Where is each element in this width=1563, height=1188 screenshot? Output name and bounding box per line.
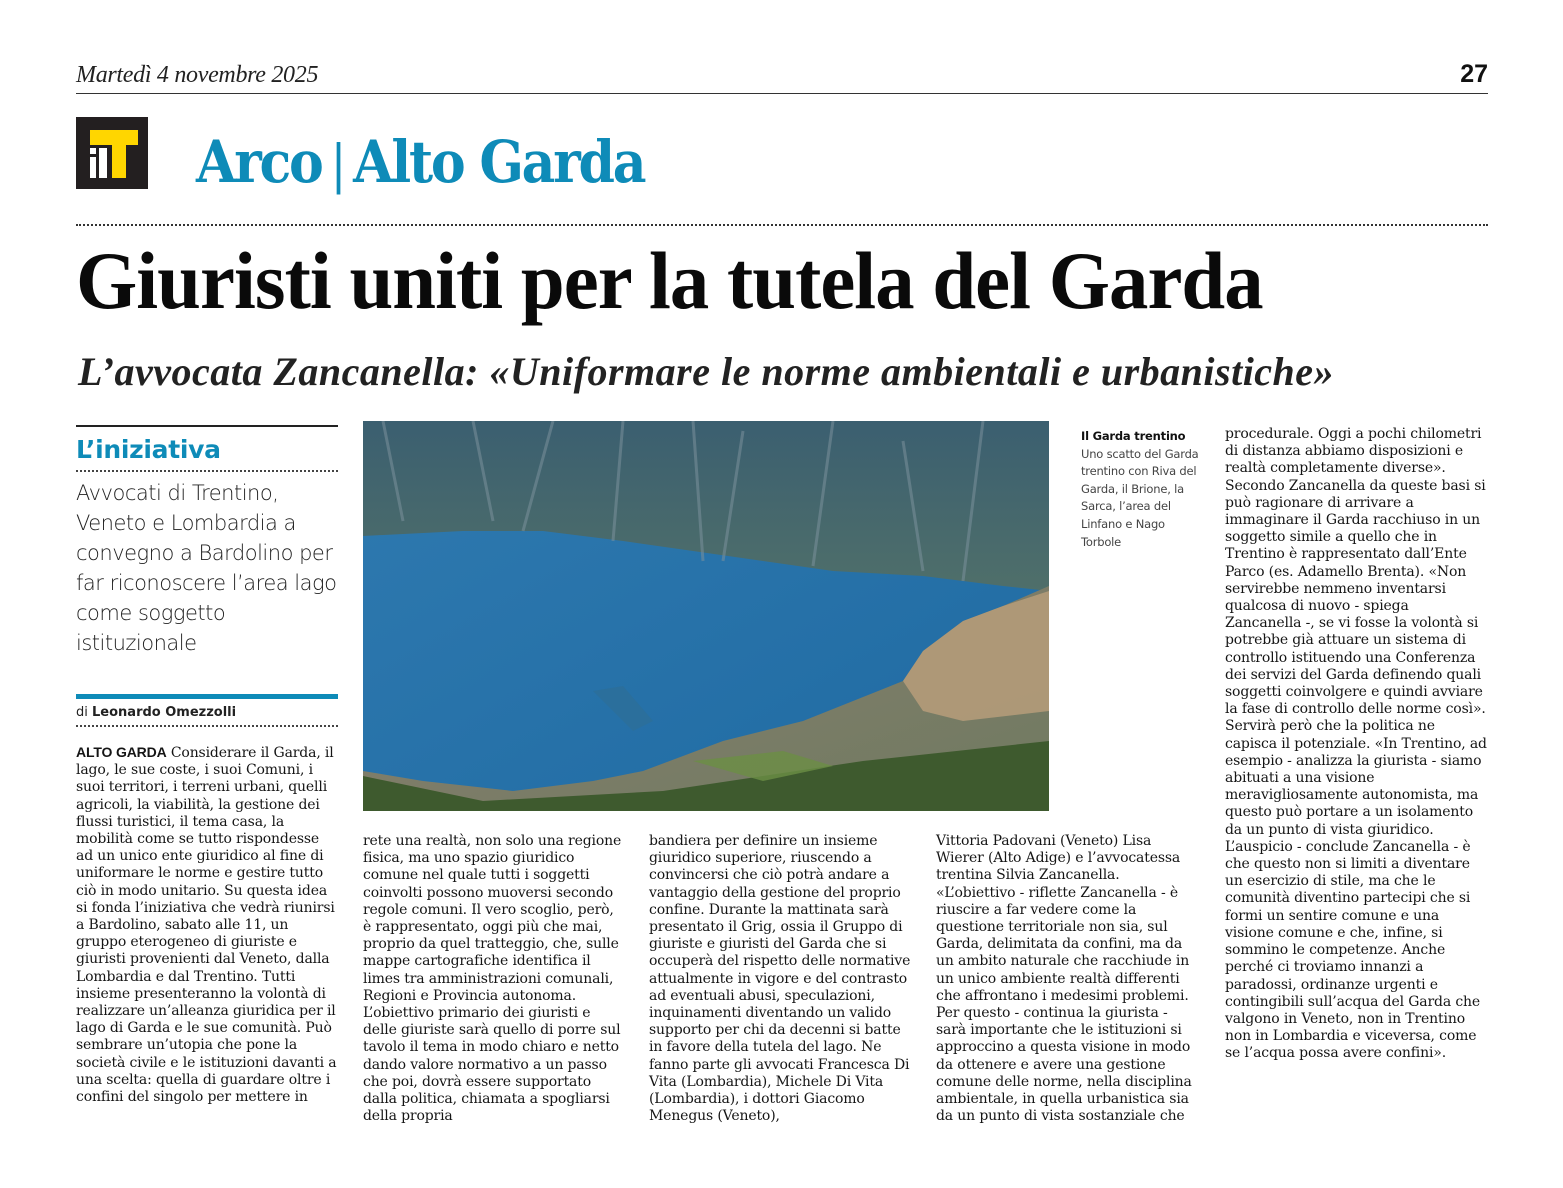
page-number: 27	[1460, 60, 1488, 88]
logo-t-bar	[90, 130, 138, 145]
sidebar-dotted-rule	[76, 470, 338, 472]
logo-t-stem	[112, 145, 126, 178]
column-1-text: Considerare il Garda, il lago, le sue coste, i suoi Comuni, i suoi territori, i terreni urbani, quelli agricoli, la viabilità, la gestione dei flussi turistici, il tema casa, la mobilità come se tutto rispondesse ad un unico ente giuridico al fine di uniformare le norme e gestire tutto ciò in modo unitario. Su questa idea si fonda l’iniziativa che vedrà riunirsi a Bardolino, sabato alle 11, un gruppo eterogeneo di giuriste e giuristi provenienti dal Veneto, dalla Lombardia e dal Trentino. Tutti insieme presenteranno la volontà di realizzare un’alleanza giuridica per il lago di Garda e le sue comunità. Può sembrare un’utopia che pone la società civile e le istituzioni davanti a una scelta: quella di guardare oltre i confini del singolo per mettere in	[76, 745, 337, 1106]
byline-prefix: di	[76, 705, 88, 720]
byline	[76, 705, 338, 720]
logo-l-stem	[99, 148, 107, 178]
sidebar-kicker: L’iniziativa	[76, 435, 221, 464]
photo-caption	[1081, 428, 1206, 551]
section-city: Arco	[196, 128, 322, 196]
section-area: Alto Garda	[353, 128, 645, 196]
lake-garda-aerial-image	[363, 421, 1049, 811]
photo-caption-title: Il Garda trentino	[1081, 429, 1186, 443]
column-3-text: bandiera per definire un insieme giuridico superiore, riuscendo a convincersi che ciò potrà andare a vantaggio della gestione del proprio confine. Durante la mattinata sarà presentato il Grig, ossia il Gruppo di giuriste e giuristi del Garda che si occuperà del rispetto delle normative attualmente in vigore e del contrasto ad eventuali abusi, speculazioni, inquinamenti diventando un valido supporto per chi da decenni si batte in favore della tutela del lago. Ne fanno parte gli avvocati Francesca Di Vita (Lombardia), Michele Di Vita (Lombardia), i dottori Giacomo Menegus (Veneto),	[649, 833, 911, 1125]
sidebar-summary-text: Avvocati di Trentino, Veneto e Lombardia a convegno a Bardolino per far riconoscere l’area lago come soggetto istituzionale	[76, 481, 337, 655]
article-column-5	[1225, 426, 1487, 1063]
column-4-text: Vittoria Padovani (Veneto) Lisa Wierer (Alto Adige) e l’avvocatessa trentina Silvia Zancanella. «L’obiettivo - riflette Zancanella - è riuscire a far vedere come la questione territoriale non sia, sul Garda, delimitata da confini, ma da un ambito naturale che racchiude in un unico ambiente realtà differenti che affrontano i medesimi problemi. Per questo - continua la giurista - sarà importante che le istituzioni si approccino a questa visione in modo da ottenere e avere una gestione comune delle norme, nella disciplina ambientale, in quella urbanistica sia da un punto di vista sostanziale che	[936, 833, 1192, 1125]
sidebar-top-rule	[76, 425, 338, 427]
article-headline: Giuristi uniti per la tutela del Garda	[76, 235, 1263, 326]
section-divider	[76, 224, 1488, 226]
logo-i-stem	[90, 157, 96, 178]
article-column-2	[363, 833, 625, 1125]
article-paragraph	[76, 744, 338, 1106]
column-2-text: rete una realtà, non solo una regione fisica, ma uno spazio giuridico comune nel quale tutti i soggetti coinvolti possono muoversi secondo regole comuni. Il vero scoglio, però, è rappresentato, oggi più che mai, proprio da quel tratteggio, che, sulle mappe cartografiche identifica il limes tra amministrazioni comunali, Regioni e Provincia autonoma. L’obiettivo primario dei giuristi e delle giuriste sarà quello di porre sul tavolo il tema in modo chiaro e netto dando valore normativo a un passo che poi, dovrà essere supportato dalla politica, chiamata a spogliarsi della propria	[363, 833, 622, 1125]
section-separator: |	[330, 135, 345, 195]
publication-date: Martedì 4 novembre 2025	[76, 62, 319, 88]
byline-dotted-rule	[76, 725, 338, 727]
logo-i-dot	[90, 148, 96, 154]
article-column-4	[936, 833, 1198, 1125]
byline-author: Leonardo Omezzolli	[92, 705, 237, 720]
article-subheadline: L’avvocata Zancanella: «Uniformare le norme ambientali e urbanistiche»	[78, 349, 1335, 394]
byline-block	[76, 694, 338, 727]
il-trentino-logo-icon	[76, 117, 148, 189]
sidebar-summary	[76, 425, 338, 658]
article-photo	[363, 421, 1049, 811]
section-title	[196, 128, 644, 196]
article-column-3	[649, 833, 911, 1125]
byline-accent-rule	[76, 694, 338, 699]
photo-caption-text: Uno scatto del Garda trentino con Riva del Garda, il Brione, la Sarca, l’area del Linfano e Nago Torbole	[1081, 446, 1199, 549]
dateline: ALTO GARDA	[76, 744, 167, 760]
article-column-1	[76, 744, 338, 1106]
column-5-text: procedurale. Oggi a pochi chilometri di distanza abbiamo disposizioni e realtà completamente diverse». Secondo Zancanella da queste basi si può ragionare di arrivare a immaginare il Garda racchiuso in un soggetto simile a quello che in Trentino è rappresentato dall’Ente Parco (es. Adamello Brenta). «Non servirebbe nemmeno inventarsi qualcosa di nuovo - spiega Zancanella -, se vi fosse la volontà si potrebbe già attuare un sistema di controllo istituendo una Conferenza dei servizi del Garda definendo quali soggetti coinvolgere e quindi avviare la fase di controllo delle norme così». Servirà però che la politica ne capisca il potenziale. «In Trentino, ad esempio - analizza la giurista - siamo abituati a una visione meravigliosamente autonomista, ma questo può portare a un isolamento da un punto di vista giuridico. L’auspicio - conclude Zancanella - è che questo non si limiti a diventare un esercizio di stile, ma che le comunità diventino partecipi che si formi un sentire comune e una visione comune e che, infine, si sommino le competenze. Anche perché ci troviamo innanzi a paradossi, ordinanze urgenti e contingibili sull’acqua del Garda che valgono in Veneto, non in Trentino non in Lombardia e viceversa, come se l’acqua possa avere confini».	[1225, 426, 1487, 1062]
page-header	[76, 58, 1488, 94]
